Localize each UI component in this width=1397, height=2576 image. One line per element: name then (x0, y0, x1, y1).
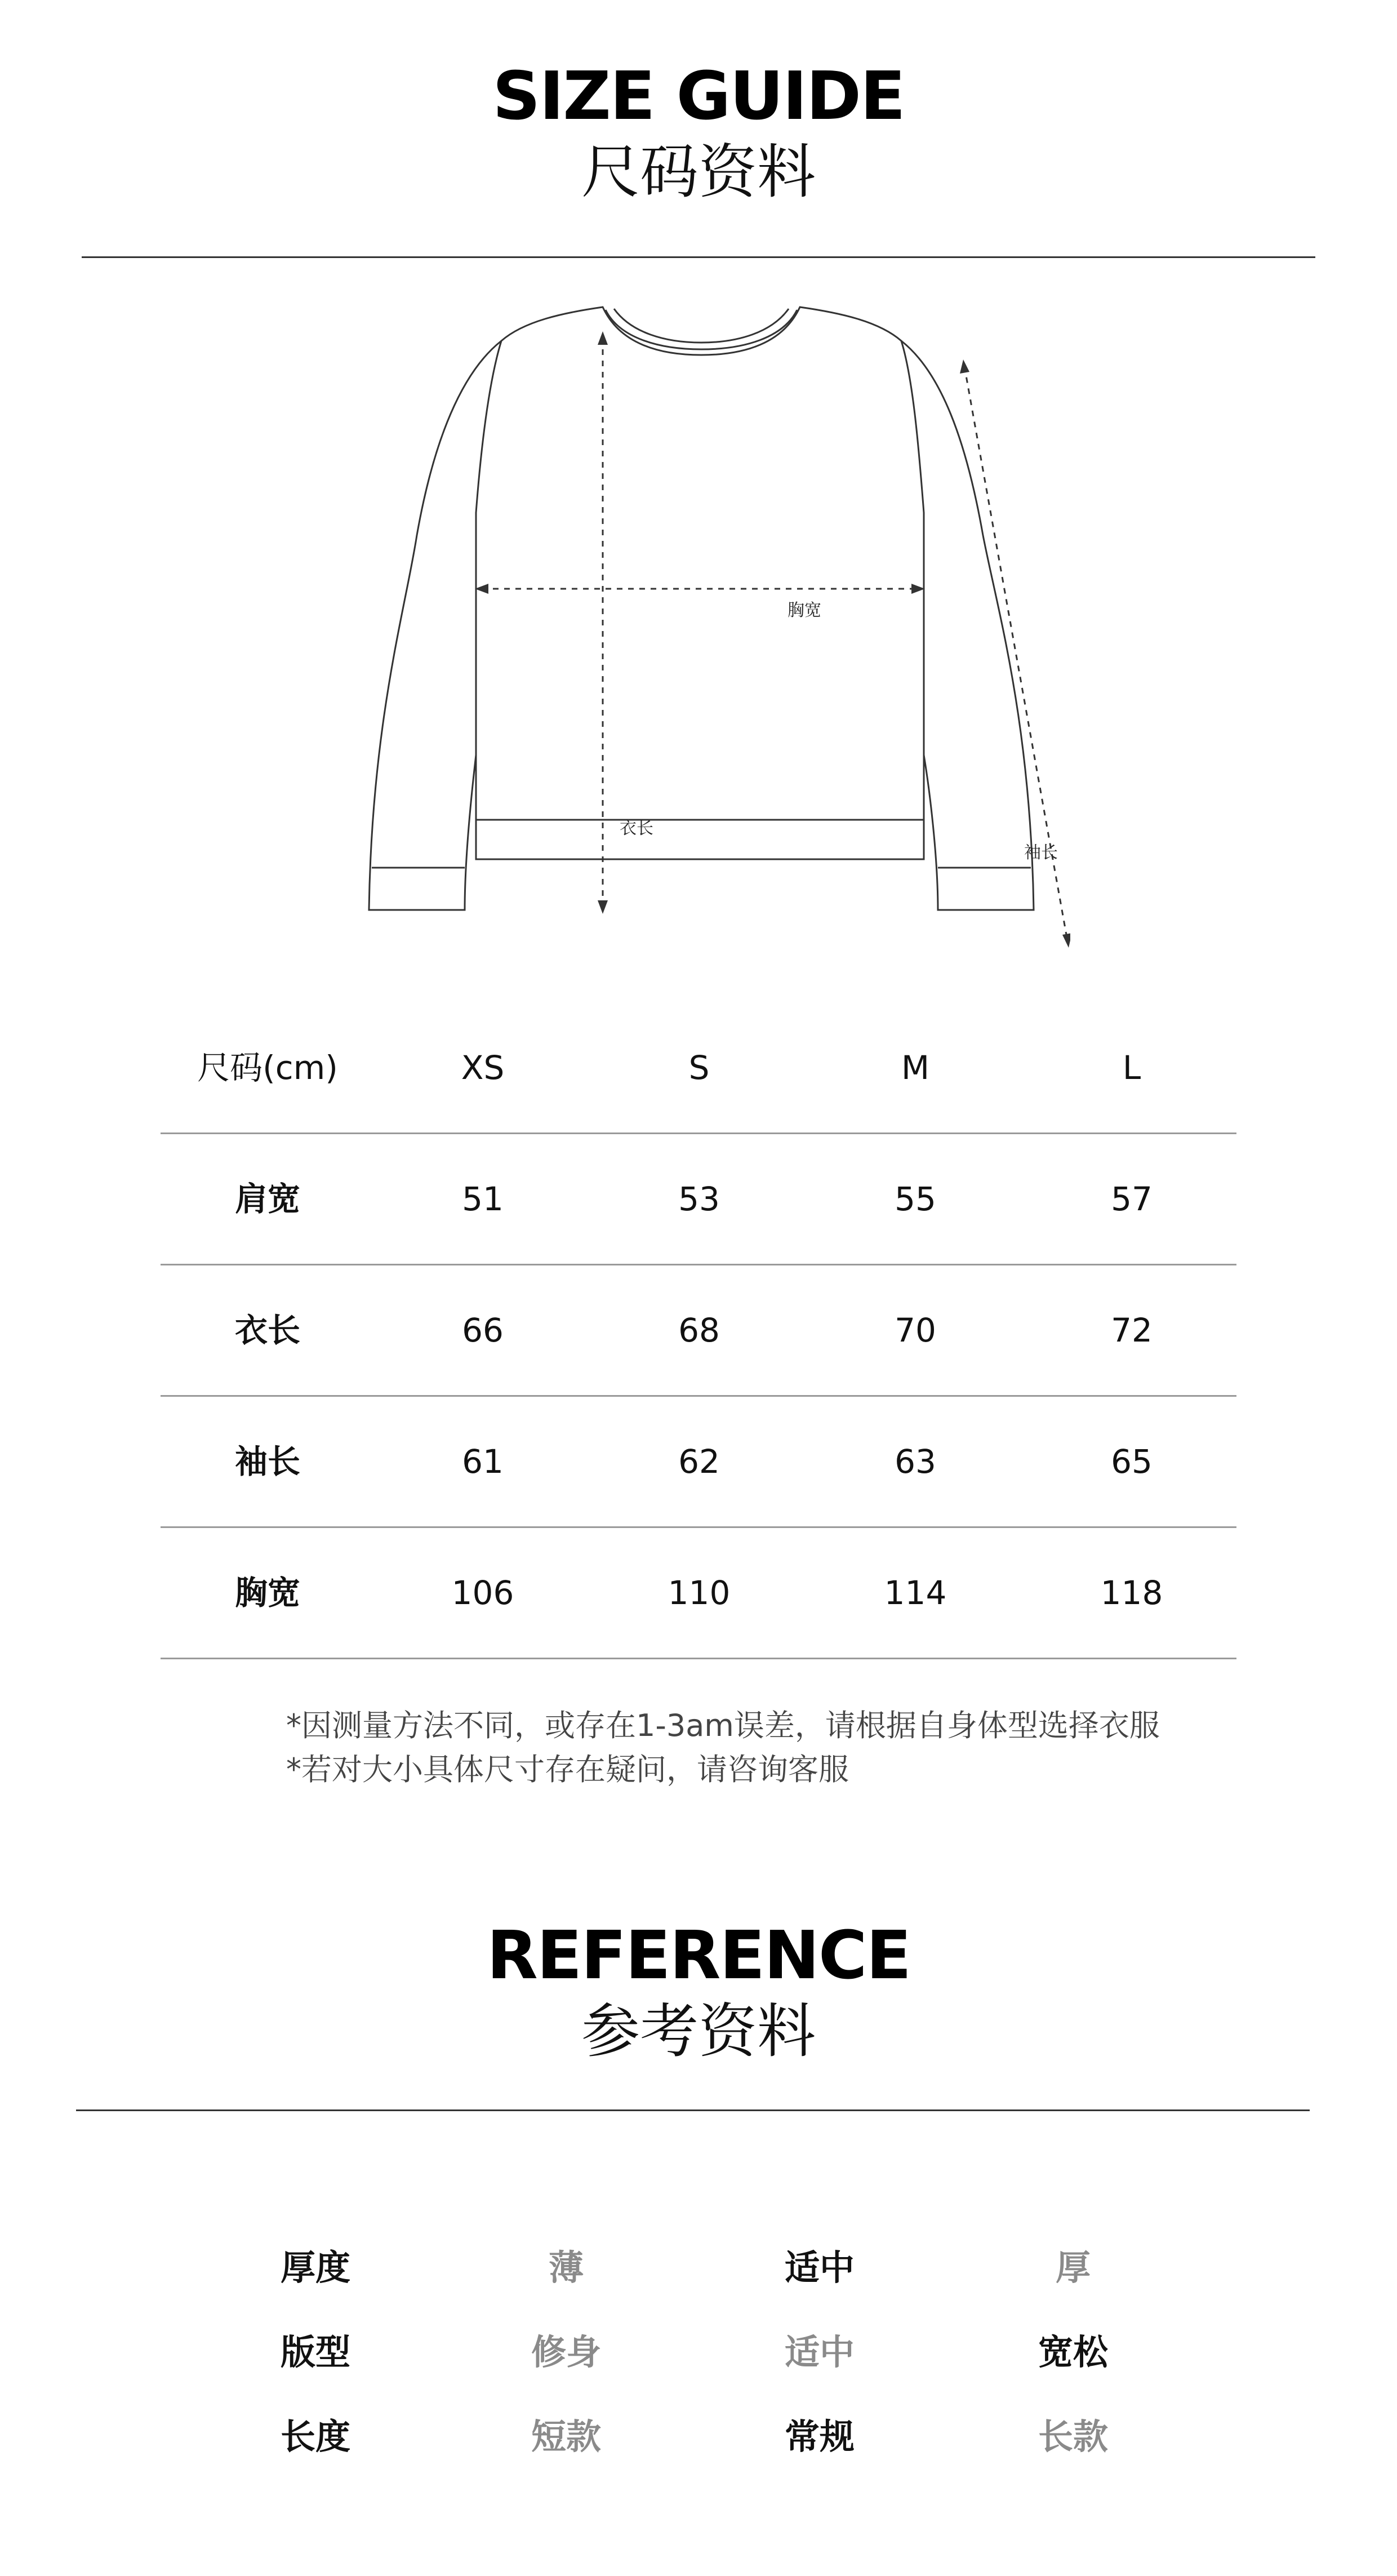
length-label: 衣长 (620, 819, 653, 838)
reference-title: REFERENCE (486, 1916, 911, 1994)
reference-option: 修身 (531, 2331, 601, 2373)
row-label: 胸宽 (234, 1574, 300, 1612)
reference-label-fit: 版型 (280, 2331, 350, 2373)
garment-outline (476, 307, 924, 859)
contact-note: *若对大小具体尺寸存在疑问，请咨询客服 (286, 1752, 849, 1787)
table-cell: 62 (678, 1442, 720, 1481)
reference-option: 厚 (1055, 2247, 1091, 2288)
size-table (161, 1003, 1236, 1648)
table-cell: 106 (451, 1574, 514, 1612)
measurement-note: *因测量方法不同，或存在1-3am误差，请根据自身体型选择衣服 (286, 1708, 1160, 1743)
size-guide-subtitle: 尺码资料 (581, 137, 816, 206)
table-cell: 53 (678, 1180, 720, 1218)
table-cell: 61 (462, 1442, 504, 1481)
row-label: 袖长 (234, 1442, 300, 1481)
table-cell: 65 (1111, 1442, 1153, 1481)
row-label: 肩宽 (234, 1180, 300, 1218)
table-cell: 118 (1100, 1574, 1163, 1612)
reference-option-selected: 适中 (784, 2247, 855, 2288)
table-cell: 51 (462, 1180, 504, 1218)
table-row (161, 1397, 1236, 1528)
reference-option-selected: 常规 (784, 2416, 855, 2457)
reference-label-length: 长度 (280, 2416, 350, 2457)
table-cell: 55 (895, 1180, 936, 1218)
chest-label: 胸宽 (788, 601, 821, 620)
reference-grid (0, 2242, 1397, 2502)
size-guide-divider (82, 256, 1315, 258)
table-row (161, 1134, 1236, 1265)
table-cell: 70 (895, 1311, 936, 1349)
table-header-cell: S (688, 1049, 710, 1087)
table-row (161, 1528, 1236, 1659)
table-header-cell: 尺码(cm) (197, 1049, 338, 1087)
table-cell: 57 (1111, 1180, 1153, 1218)
table-cell: 110 (668, 1574, 731, 1612)
reference-option-selected: 宽松 (1038, 2331, 1108, 2373)
table-cell: 68 (678, 1311, 720, 1349)
table-header-row (161, 1003, 1236, 1134)
size-guide-title: SIZE GUIDE (492, 57, 905, 135)
reference-divider (76, 2109, 1310, 2111)
row-label: 衣长 (234, 1311, 300, 1349)
sleeve-label: 袖长 (1024, 843, 1058, 863)
table-header-cell: XS (461, 1049, 505, 1087)
garment-right-sleeve (901, 341, 1034, 910)
table-header-cell: L (1122, 1049, 1141, 1087)
reference-label-thickness: 厚度 (280, 2247, 350, 2288)
reference-option: 长款 (1038, 2416, 1108, 2457)
table-cell: 114 (884, 1574, 947, 1612)
table-cell: 63 (895, 1442, 936, 1481)
reference-option: 薄 (548, 2247, 584, 2288)
table-row (161, 1265, 1236, 1397)
table-cell: 72 (1111, 1311, 1153, 1349)
table-cell: 66 (462, 1311, 504, 1349)
reference-subtitle: 参考资料 (581, 1997, 816, 2066)
reference-option: 短款 (531, 2416, 601, 2457)
table-header-cell: M (901, 1049, 930, 1087)
sweatshirt-diagram (338, 293, 1070, 969)
reference-option: 适中 (784, 2331, 855, 2373)
garment-left-sleeve (369, 341, 501, 910)
